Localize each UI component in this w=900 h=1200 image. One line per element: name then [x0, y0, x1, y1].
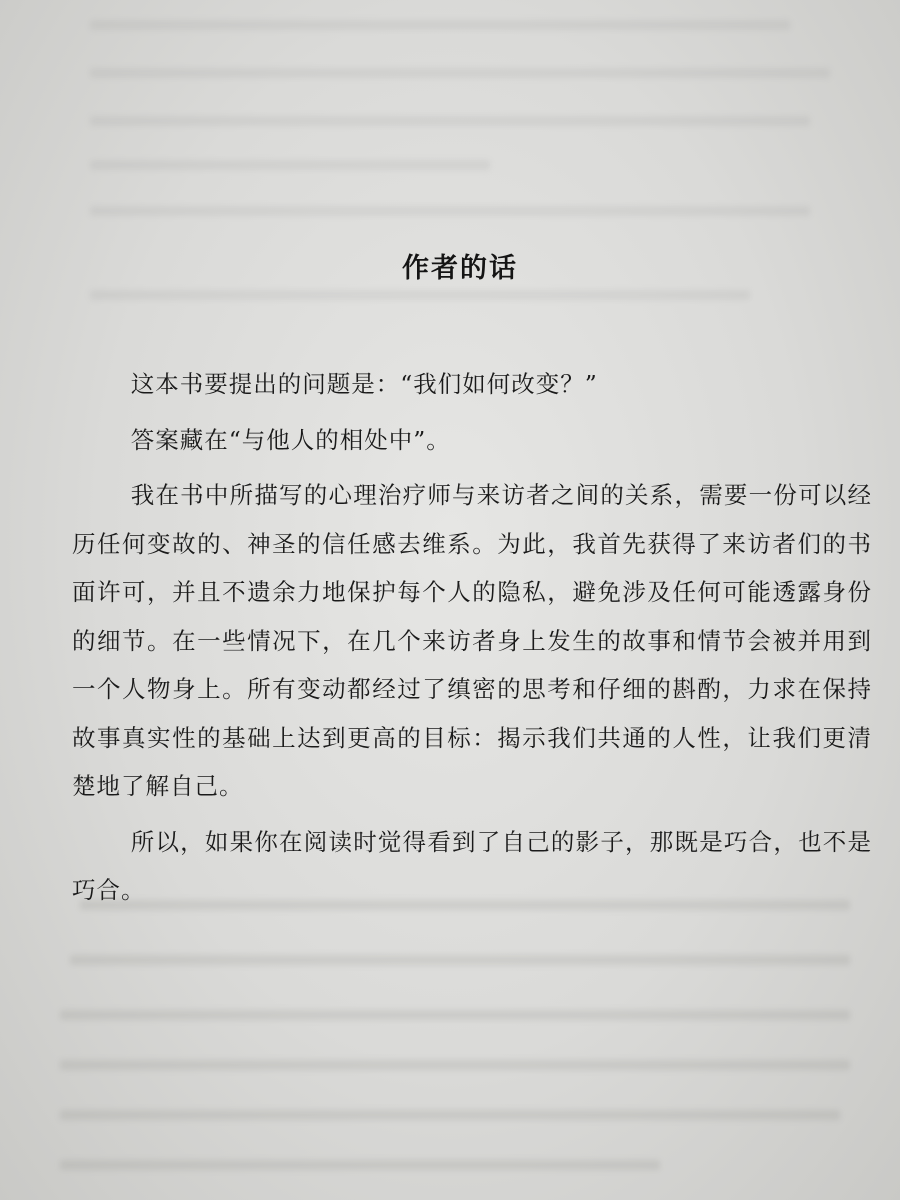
body-text	[72, 360, 872, 922]
bleed-through-line	[90, 20, 790, 30]
paragraph: 答案藏在“与他人的相处中”。	[130, 425, 451, 454]
bleed-through-line	[90, 68, 830, 78]
bleed-through-line	[70, 955, 850, 965]
bleed-through-line	[60, 1060, 850, 1070]
bleed-through-line	[90, 160, 490, 170]
bleed-through-line	[90, 206, 810, 216]
bleed-through-line	[90, 290, 750, 300]
paragraph: 这本书要提出的问题是：“我们如何改变？”	[130, 370, 598, 398]
page-title: 作者的话	[402, 253, 518, 285]
paragraph: 我在书中所描写的心理治疗师与来访者之间的关系，需要一份可以经历任何变故的、神圣的信任感去维系。为此，我首先获得了来访者们的书面许可，并且不遗余力地保护每个人的隐私，避免涉及任何可能透露身份的细节。在一些情况下，在几个来访者身上发生的故事和情节会被并用到一个人物身上。所有变动都经过了缜密的思考和仔细的斟酌，力求在保持故事真实性的基础上达到更高的目标：揭示我们共通的人性，让我们更清楚地了解自己。	[72, 481, 872, 800]
bleed-through-line	[60, 1110, 840, 1120]
paragraph: 所以，如果你在阅读时觉得看到了自己的影子，那既是巧合，也不是巧合。	[72, 827, 872, 904]
bleed-through-line	[60, 1010, 850, 1020]
bleed-through-line	[90, 116, 810, 126]
bleed-through-line	[60, 1160, 660, 1170]
